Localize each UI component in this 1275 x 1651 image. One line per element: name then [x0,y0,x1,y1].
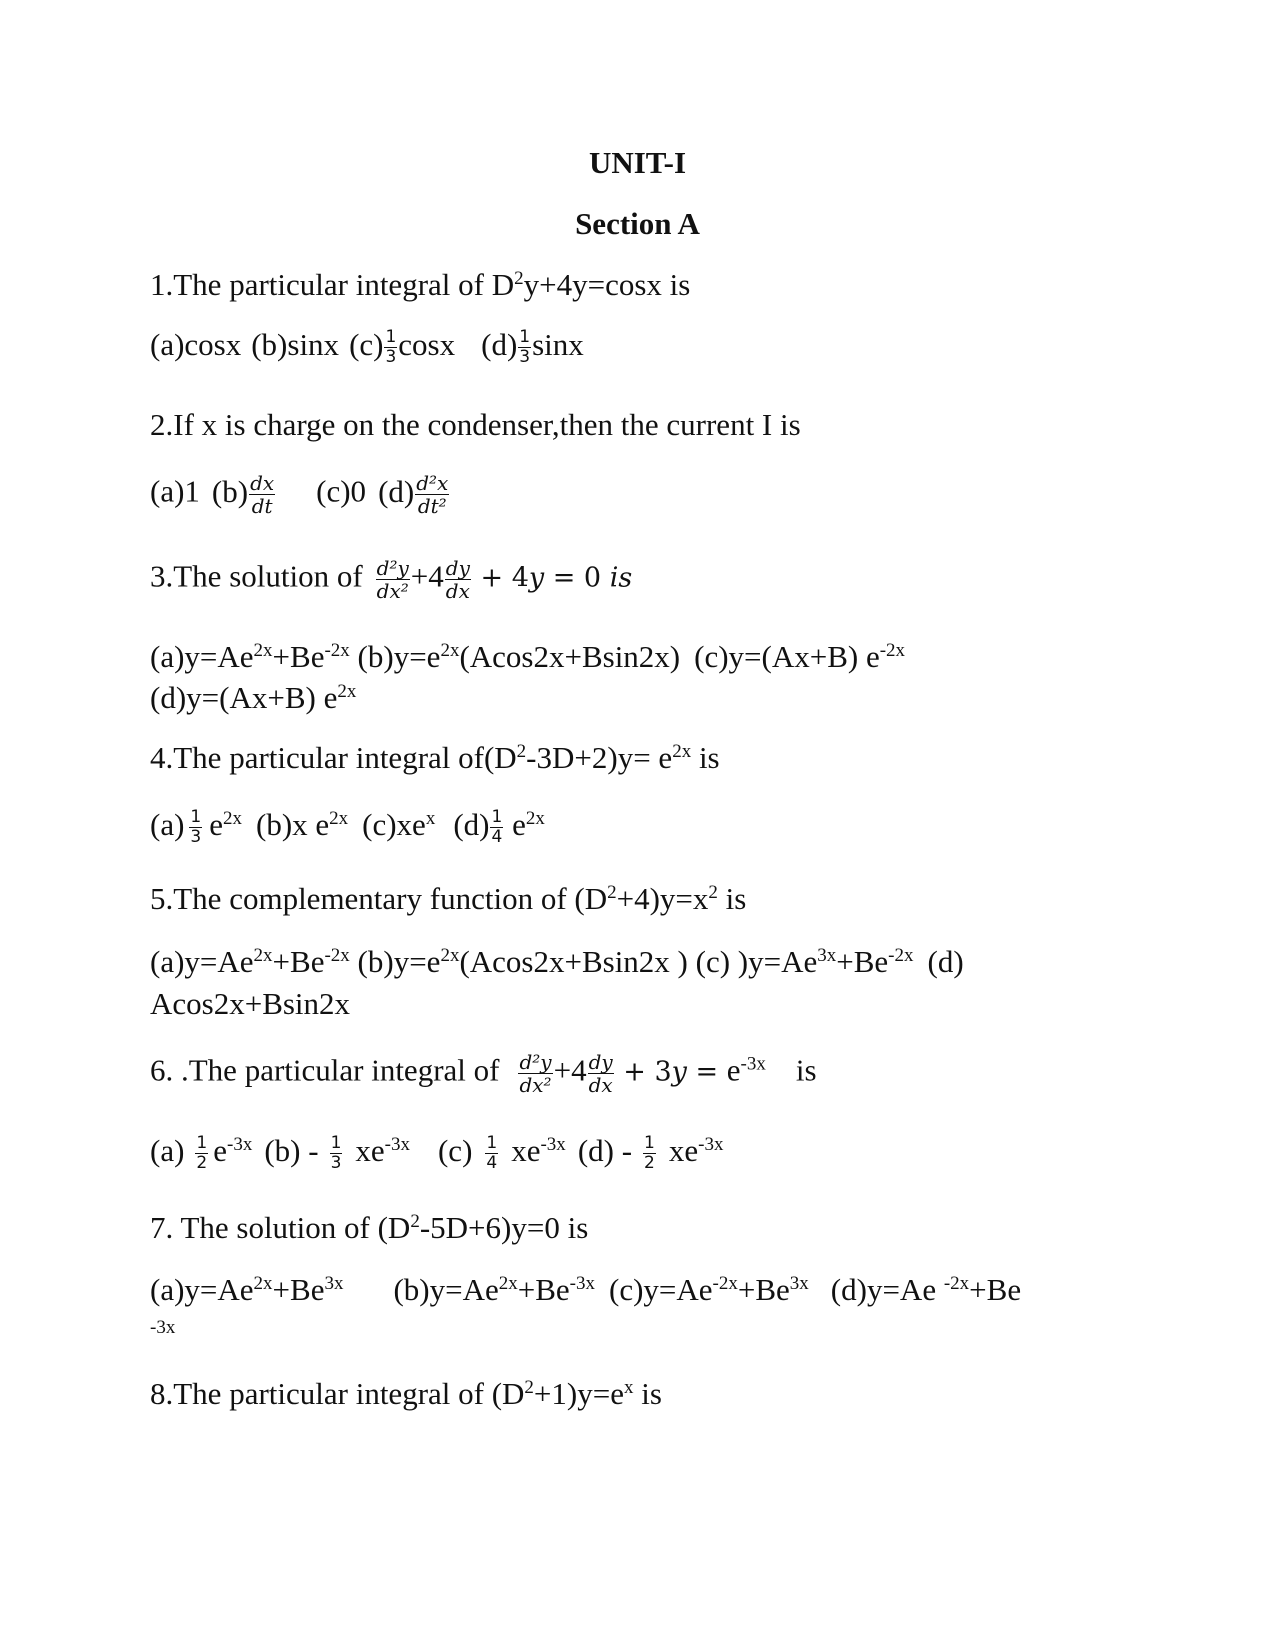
fraction: $\frac{dy}{dx}$ [445,556,470,603]
question-1: 1.The particular integral of $D^2y+4y=\cos x$ is [150,267,691,302]
option-b: $(b)y=e^{2x}(Acos2x+Bsin2x$ ) [357,944,688,979]
question-number: 2. [150,407,174,442]
fraction: $\frac{1}{2}$ [196,1133,208,1174]
option-d: (d) $\frac{1}{3}$ sinx [481,327,584,368]
fraction: $\frac{\text{d²y}}{\text{dx²}}$ [519,1050,552,1097]
option-a: (a) $\frac{1}{3}$ $e^{2x}$ [150,807,242,848]
option-c: $(c)y=Ae^{-2x}+Be^{3x}$ [609,1272,809,1307]
section-title: Section A [575,206,700,241]
fraction: $\frac{1}{2}$ [644,1133,655,1174]
fraction: $\frac{\text{d²y}}{\text{dx²}}$ [376,556,409,603]
question-7-options [150,1273,1021,1307]
question-5: 5.The complementary function of $(D^2+4)y=x^2$ is [150,881,747,916]
question-4-options [150,808,545,846]
option-d: (d)y=Ae $^{-2x}$+Be [830,1272,1022,1307]
option-a: $(a)y=Ae^{2x}+Be^{-2x}$ [150,639,350,674]
option-c: (c) )$y=Ae^{3x}+Be^{-2x}$ [695,944,914,979]
question-number: 8. [150,1376,174,1411]
question-1-options [150,328,584,366]
option-c: (c) $\frac{1}{4}$ $xe^{-3x}$ [437,1133,566,1174]
unit-title: UNIT-I [588,145,687,180]
option-d-label: (d) [927,944,964,979]
option-a: (a)cosx [150,327,242,362]
option-b: $(b)y=Ae^{2x}+Be^{-3x}$ [393,1272,595,1307]
option-b: (b) $\frac{dx}{dt}$ [211,471,275,518]
option-b: (b)x $e^{2x}$ [256,807,349,842]
option-c: (c)y=(Ax+B) $e^{-2x}$ [694,639,906,674]
question-7-options-wrap: -3x [150,1317,176,1338]
fraction: $\frac{\text{d²x}}{\text{dt²}}$ [416,471,449,518]
question-number: 5. [150,881,174,916]
question-number: 1. [150,267,174,302]
fraction: $\frac{1}{3}$ [330,1133,342,1174]
question-6-options [150,1134,723,1172]
question-3-options [150,640,905,674]
question-number: 6. [150,1052,174,1088]
option-d: Acos2x+Bsin2x [150,986,351,1021]
question-number: 7. [150,1210,174,1245]
option-b: (b)sinx [251,327,340,362]
option-c: (c) $\frac{1}{3}$ cosx [349,327,456,368]
question-5-options [150,945,964,979]
question-4: 4.The particular integral $of(D^2-3D+2)y= e^{2x}$ is [150,740,720,775]
option-b: $(b)y=e^{2x}(Acos2x+Bsin2x)$ [357,639,681,674]
option-a: (a)1 [150,473,200,509]
fraction: $\frac{1}{4}$ [486,1133,498,1174]
fraction: $\frac{1}{3}$ [385,327,397,368]
question-2-options [150,473,450,516]
question-number: 4. [150,740,174,775]
question-number: 3. [150,558,174,594]
question-8: 8.The particular integral of $(D^2+1)y=e^x$ is [150,1376,662,1411]
option-d: (d) $\frac{1}{4}$ $e^{2x}$ [453,807,545,848]
option-d: (d) $\frac{\text{d²x}}{\text{dt²}}$ [378,471,449,518]
question-5-options-line2 [150,987,350,1021]
option-b: (b) - $\frac{1}{3}$ $xe^{-3x}$ [264,1133,410,1174]
option-a: $(a)y=Ae^{2x}+Be^{-2x}$ [150,944,350,979]
option-a: (a) $\frac{1}{2}$ $e^{-3x}$ [150,1133,253,1174]
fraction: $\frac{1}{4}$ [491,807,503,848]
question-2: 2.If x is charge on the condenser,then the current I is [150,407,801,442]
fraction: $\frac{dx}{dt}$ [250,471,275,518]
question-3-options-line2 [150,681,356,715]
question-3: 3.The solution of $\frac{\text{d²y}}{\text{dx²}}$ +4 $\frac{dy}{dx}$ + 4y = 0 is [150,556,633,603]
option-c: $(c)xe^x$ [362,807,436,842]
option-a: $(a)y=Ae^{2x}+Be^{3x}$ [150,1272,344,1307]
fraction: $\frac{1}{3}$ [519,327,531,368]
fraction: $\frac{1}{3}$ [190,807,202,848]
question-6: 6. .The particular integral of $\frac{\text{d²y}}{\text{dx²}}$ +4 $\frac{dy}{dx}$ + $3y = e^{-3x}$ is [150,1050,817,1097]
fraction: $\frac{dy}{dx}$ [588,1050,613,1097]
option-c: (c)0 [316,473,367,509]
question-7: 7. The solution of $(D^2-5D+6)y=0$ is [150,1210,589,1245]
option-d: (d) - $\frac{1}{2}$ $xe^{-3x}$ [577,1133,724,1174]
option-d: (d)y=(Ax+B) $e^{2x}$ [150,680,357,715]
